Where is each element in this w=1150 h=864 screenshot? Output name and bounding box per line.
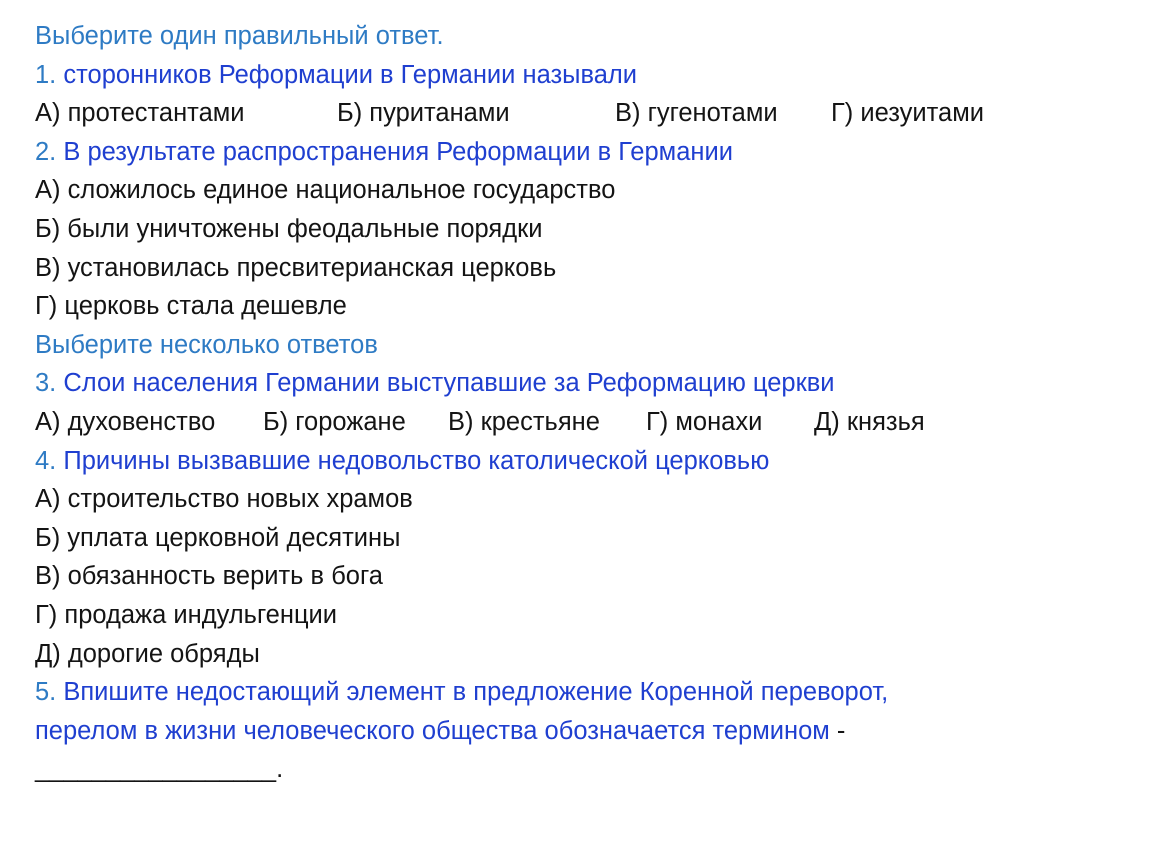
q3-option-d: Д) князья bbox=[814, 407, 925, 436]
q4-option-g: Г) продажа индульгенции bbox=[35, 600, 338, 629]
q2-option-b: Б) были уничтожены феодальные порядки bbox=[35, 214, 543, 243]
question-3-text: Слои населения Германии выступавшие за Реформацию церкви bbox=[56, 369, 835, 398]
question-3 bbox=[35, 364, 1135, 403]
q1-option-g: Г) иезуитами bbox=[831, 99, 984, 128]
q1-option-v: В) гугенотами bbox=[615, 99, 778, 128]
question-5-line-2 bbox=[35, 712, 1135, 751]
question-1 bbox=[35, 56, 1135, 95]
instruction-single-choice: Выберите один правильный ответ. bbox=[35, 22, 444, 50]
question-5-dash: - bbox=[829, 716, 846, 745]
question-4-text: Причины вызвавшие недовольство католической церковью bbox=[56, 446, 770, 475]
question-2-text: В результате распространения Реформации в Германии bbox=[56, 137, 733, 166]
answer-blank-line[interactable]: _________________. bbox=[35, 755, 284, 784]
q2-option-v: В) установилась пресвитерианская церковь bbox=[35, 253, 557, 282]
question-2 bbox=[35, 133, 1135, 172]
question-5-text-line-1: Впишите недостающий элемент в предложение Коренной переворот, bbox=[56, 678, 889, 707]
q3-option-g: Г) монахи bbox=[646, 407, 763, 436]
q4-option-d: Д) дорогие обряды bbox=[35, 639, 260, 668]
question-3-number: 3. bbox=[35, 369, 57, 398]
question-1-options bbox=[35, 94, 1135, 133]
question-5 bbox=[35, 673, 1135, 712]
q3-option-v: В) крестьяне bbox=[448, 407, 600, 436]
quiz-sheet bbox=[35, 17, 1135, 789]
q2-option-a: А) сложилось единое национальное государство bbox=[35, 176, 616, 205]
q4-option-v: В) обязанность верить в бога bbox=[35, 562, 383, 591]
question-4-number: 4. bbox=[35, 446, 57, 475]
question-4 bbox=[35, 442, 1135, 481]
q3-option-b: Б) горожане bbox=[263, 407, 406, 436]
q1-option-b: Б) пуританами bbox=[337, 99, 510, 128]
q4-option-a: А) строительство новых храмов bbox=[35, 485, 413, 514]
question-1-text: сторонников Реформации в Германии называли bbox=[56, 60, 638, 89]
q3-option-a: А) духовенство bbox=[35, 407, 216, 436]
question-5-text-line-2: перелом в жизни человеческого общества обозначается термином bbox=[35, 716, 830, 745]
question-3-options bbox=[35, 403, 1135, 442]
question-1-number: 1. bbox=[35, 60, 57, 89]
question-5-number: 5. bbox=[35, 678, 57, 707]
q4-option-b: Б) уплата церковной десятины bbox=[35, 523, 401, 552]
instruction-multiple-choice: Выберите несколько ответов bbox=[35, 330, 378, 359]
q1-option-a: А) протестантами bbox=[35, 99, 245, 128]
q2-option-g: Г) церковь стала дешевле bbox=[35, 292, 347, 321]
question-2-number: 2. bbox=[35, 137, 57, 166]
